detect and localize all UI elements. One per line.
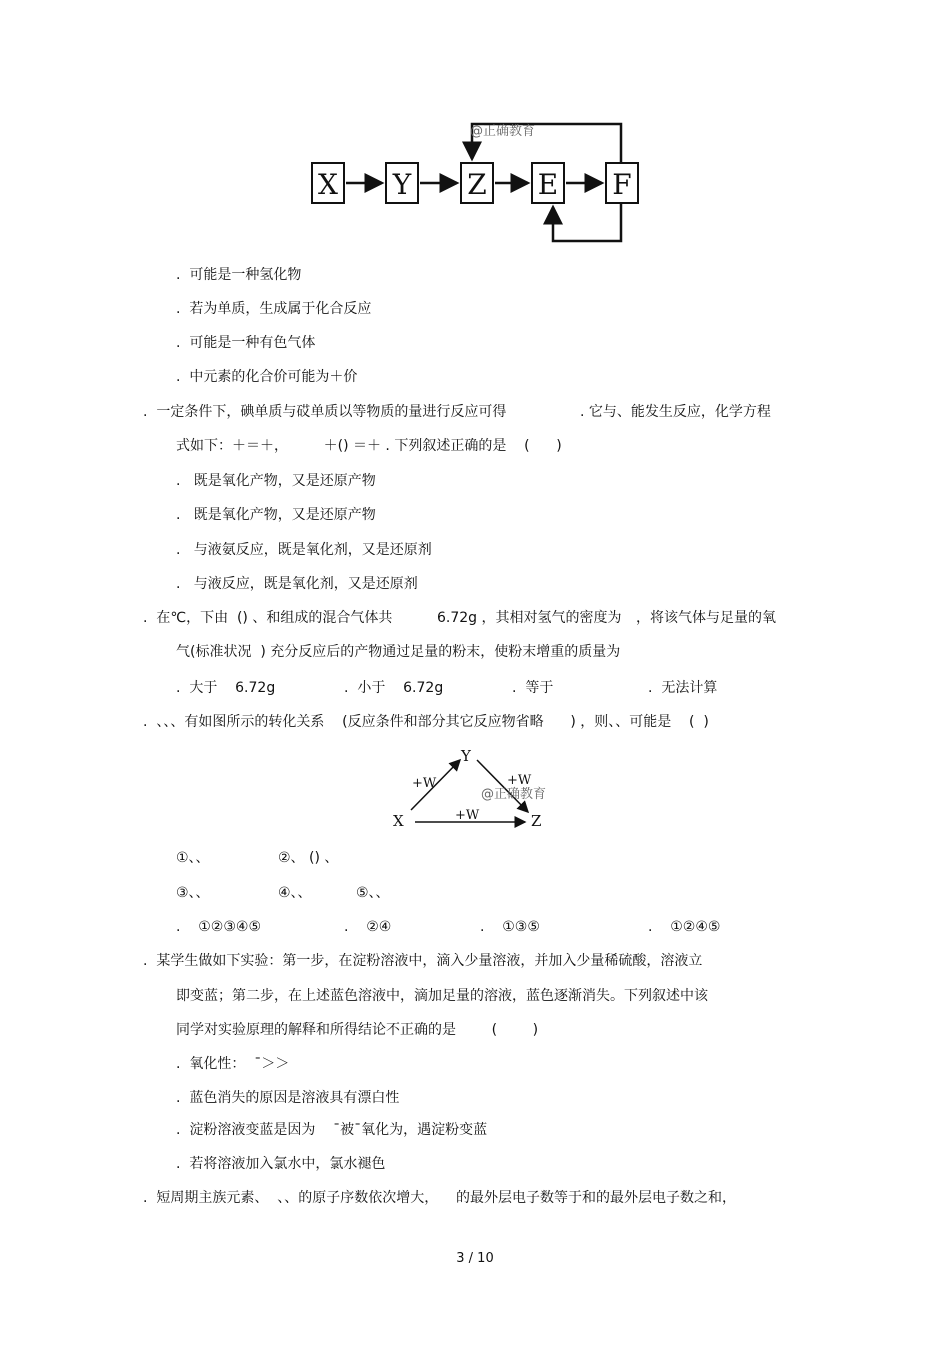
q2-text-1b: . 它与、能发生反应，化学方程	[580, 404, 771, 420]
watermark: @正确教育	[481, 787, 547, 802]
q3-option-b: . 小于 6.72g	[344, 680, 444, 696]
q2-text-2: 式如下：＋＝＋， ＋() ＝＋ . 下列叙述正确的是 ( )	[176, 438, 562, 454]
q3-text-2: 气(标准状况 ) 充分反应后的产物通过足量的粉末，使粉末增重的质量为	[176, 644, 621, 660]
conversion-chain-diagram	[300, 115, 650, 250]
q2-text-1a: . 一定条件下，碘单质与砹单质以等物质的量进行反应可得	[143, 404, 507, 420]
q2-option-b: . 既是氧化产物，又是还原产物	[176, 507, 376, 523]
option-d: . 中元素的化合价可能为＋价	[176, 369, 358, 385]
q3-option-a: . 大于 6.72g	[176, 680, 276, 696]
node-z: Z	[531, 812, 542, 830]
q3-option-c: . 等于	[512, 680, 554, 696]
q5-text-3: 同学对实验原理的解释和所得结论不正确的是 ( )	[176, 1022, 539, 1038]
watermark: @正确教育	[470, 124, 536, 139]
label-y: Y	[392, 168, 412, 201]
q3-text-1a: . 在℃，下由 () 、和组成的混合气体共	[143, 610, 393, 626]
q6-text-1: . 短周期主族元素、 、、的原子序数依次增大， 的最外层电子数等于和的最外层电子数之和，	[143, 1190, 737, 1206]
q5-option-d: . 若将溶液加入氯水中，氯水褪色	[176, 1156, 386, 1172]
q4-option-d: . ①②④⑤	[648, 919, 721, 935]
label-e: E	[537, 168, 559, 201]
q4-option-c: . ①③⑤	[480, 919, 540, 935]
q5-option-c: . 淀粉溶液变蓝是因为 ¯被¯氧化为，遇淀粉变蓝	[176, 1122, 488, 1138]
q4-item-2: ②、 () 、	[278, 850, 339, 866]
q5-option-a: . 氧化性： ¯＞＞	[176, 1056, 290, 1072]
q4-option-a: . ①②③④⑤	[176, 919, 262, 935]
reagent-w-3: +W	[455, 808, 480, 823]
q4-text-1: . 、、、有如图所示的转化关系 (反应条件和部分其它反应物省略 ) ，则、、可能是 ( )	[143, 714, 709, 730]
q4-item-5: ⑤、、	[356, 885, 390, 901]
q4-item-1: ①、、	[176, 850, 210, 866]
q5-text-1: . 某学生做如下实验：第一步，在淀粉溶液中，滴入少量溶液，并加入少量稀硫酸，溶液立	[143, 953, 703, 969]
q3-text-1b: 6.72g ，其相对氢气的密度为	[437, 610, 622, 626]
triangle-conversion-diagram	[385, 742, 560, 834]
label-f: F	[612, 168, 632, 201]
q2-option-a: . 既是氧化产物，又是还原产物	[176, 473, 376, 489]
q3-text-1c: ，将该气体与足量的氧	[636, 610, 776, 626]
option-a: . 可能是一种氢化物	[176, 267, 302, 283]
q4-option-b: . ②④	[344, 919, 392, 935]
label-z: Z	[467, 168, 487, 201]
label-x: X	[318, 168, 338, 201]
q2-option-c: . 与液氨反应，既是氧化剂，又是还原剂	[176, 542, 432, 558]
page-number: 3 / 10	[456, 1251, 494, 1266]
q2-option-d: . 与液反应，既是氧化剂，又是还原剂	[176, 576, 418, 592]
q3-option-d: . 无法计算	[648, 680, 718, 696]
q5-text-2: 即变蓝；第二步，在上述蓝色溶液中，滴加足量的溶液，蓝色逐渐消失。下列叙述中该	[176, 988, 708, 1004]
q4-item-3: ③、、	[176, 885, 210, 901]
node-x: X	[393, 812, 404, 830]
option-c: . 可能是一种有色气体	[176, 335, 316, 351]
reagent-w-1: +W	[412, 776, 437, 791]
option-b: . 若为单质，生成属于化合反应	[176, 301, 372, 317]
reagent-w-2: +W	[507, 773, 532, 788]
arrow-f-to-e	[553, 203, 621, 241]
q4-item-4: ④、、	[278, 885, 312, 901]
q5-option-b: . 蓝色消失的原因是溶液具有漂白性	[176, 1090, 400, 1106]
node-y: Y	[461, 747, 471, 765]
